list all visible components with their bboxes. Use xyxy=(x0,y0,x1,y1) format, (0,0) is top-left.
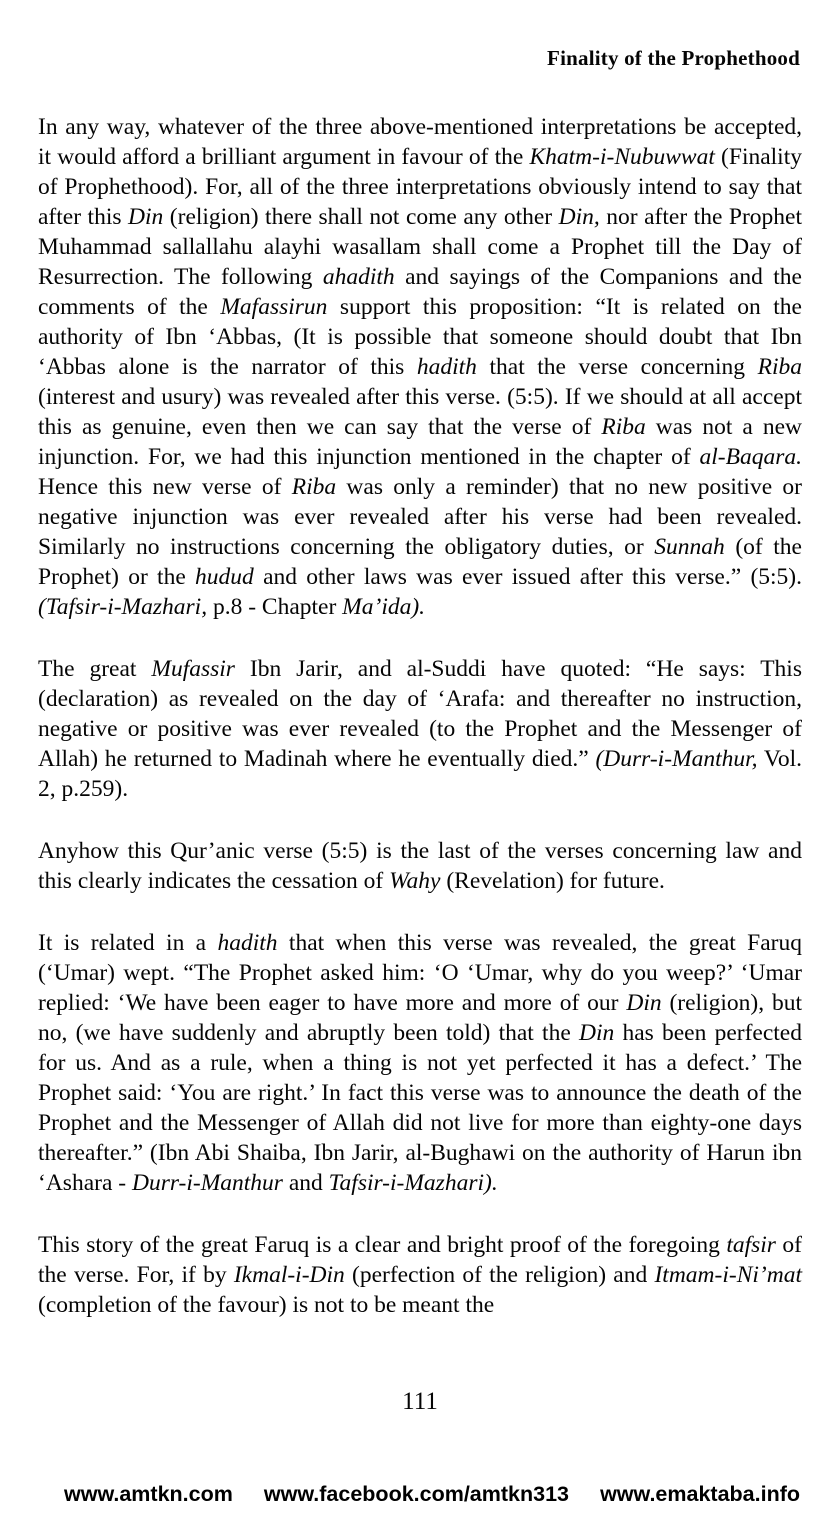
paragraph-3: Anyhow this Qur’anic verse (5:5) is the last of the verses concerning law and this clearly indicates the cessation of Wahy (Revelation) for future. xyxy=(38,838,802,894)
running-header-title: Finality of the Prophethood xyxy=(547,46,800,70)
paragraph-5: This story of the great Faruq is a clear and bright proof of the foregoing tafsir of the verse. For, if by Ikmal-i-Din (perfection of the religion) and Itmam-i-Ni’mat (completion of the favour) is not to be meant the xyxy=(38,1232,803,1318)
footer-link-emaktaba: www.emaktaba.info xyxy=(600,1482,800,1506)
footer xyxy=(64,1482,800,1507)
page-number: 111 xyxy=(402,1388,438,1415)
footer-link-facebook: www.facebook.com/amtkn313 xyxy=(263,1482,570,1506)
paragraph-1: In any way, whatever of the three above-mentioned interpretations be accepted, it would afford a brilliant argument in favour of the Khatm-i-Nubuwwat (Finality of Prophethood). For, all of the three interpretations obviously intend to say that after this Din (religion) there shall not come any other Din, nor after the Prophet Muhammad sallallahu alayhi wasallam shall come a Prophet till the Day of Resurrection. The following ahadith and sayings of the Companions and the comments of the Mafassirun support this proposition: “It is related on the authority of Ibn ‘Abbas, (It is possible that someone should doubt that Ibn ‘Abbas alone is the narrator of this hadith that the verse concerning Riba (interest and usury) was revealed after this verse. (5:5). If we should at all accept this as genuine, even then we can say that the verse of Riba was not a new injunction. For, we had this injunction mentioned in the chapter of al-Baqara. Hence this new verse of Riba was only a reminder) that no new positive or negative injunction was ever revealed after his verse had been revealed. Similarly no instructions concerning the obligatory duties, or Sunnah (of the Prophet) or the hudud and other laws was ever issued after this verse.” (5:5). (Tafsir-i-Mazhari, p.8 - Chapter Ma’ida). xyxy=(38,114,803,620)
paragraph-2: The great Mufassir Ibn Jarir, and al-Suddi have quoted: “He says: This (declaration) as revealed on the day of ‘Arafa: and thereafter no instruction, negative or positive was ever revealed (to the Prophet and the Messenger of Allah) he returned to Madinah where he eventually died.” (Durr-i-Manthur, Vol. 2, p.259). xyxy=(38,656,803,802)
paragraph-4: It is related in a hadith that when this verse was revealed, the great Faruq (‘Umar) wept. “The Prophet asked him: ‘O ‘Umar, why do you weep?’ ‘Umar replied: ‘We have been eager to have more and more of our Din (religion), but no, (we have suddenly and abruptly been told) that the Din has been perfected for us. And as a rule, when a thing is not yet perfected it has a defect.’ The Prophet said: ‘You are right.’ In fact this verse was to announce the death of the Prophet and the Messenger of Allah did not live for more than eighty-one days thereafter.” (Ibn Abi Shaiba, Ibn Jarir, al-Bughawi on the authority of Harun ibn ‘Ashara - Durr-i-Manthur and Tafsir-i-Mazhari). xyxy=(38,930,802,1196)
footer-link-amtkn: www.amtkn.com xyxy=(64,1482,233,1506)
body-text xyxy=(38,112,802,1352)
